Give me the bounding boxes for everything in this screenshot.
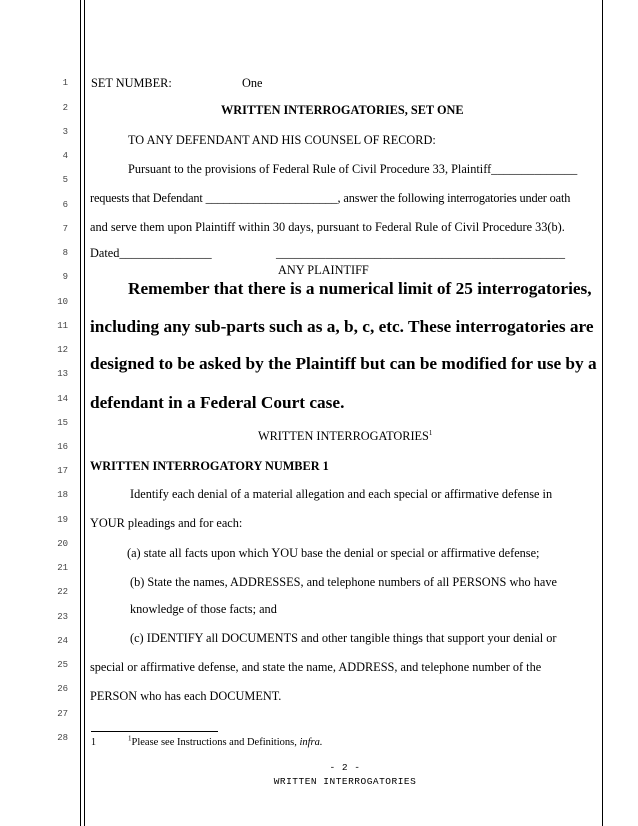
line-number: 19 xyxy=(57,515,68,525)
interrogatory-item-a: (a) state all facts upon which YOU base the denial or special or affirmative defense; xyxy=(127,546,540,560)
line-number: 22 xyxy=(57,587,68,597)
notice-line: including any sub-parts such as a, b, c, etc. These interrogatories are xyxy=(90,317,594,336)
margin-rule-left-outer xyxy=(80,0,81,826)
line-number: 16 xyxy=(57,442,68,452)
interrogatory-item-b: knowledge of those facts; and xyxy=(130,602,277,616)
interrogatory-text: YOUR pleadings and for each: xyxy=(90,516,243,530)
interrogatory-text: Identify each denial of a material allegation and each special or affirmative defense in xyxy=(130,487,553,501)
serve-line: and serve them upon Plaintiff within 30 days, pursuant to Federal Rule of Civil Procedure 33(b). xyxy=(90,220,565,234)
notice-line: Remember that there is a numerical limit of 25 interrogatories, xyxy=(128,279,592,298)
footnote-line-number: 1 xyxy=(91,737,96,748)
line-number: 3 xyxy=(62,127,68,137)
line-number: 8 xyxy=(62,248,68,258)
interrogatory-item-c: special or affirmative defense, and state the name, ADDRESS, and telephone number of the xyxy=(90,660,542,674)
interrogatory-item-c: (c) IDENTIFY all DOCUMENTS and other tangible things that support your denial or xyxy=(130,631,557,645)
line-number: 26 xyxy=(57,684,68,694)
line-number: 18 xyxy=(57,490,68,500)
line-number: 23 xyxy=(57,612,68,622)
interrogatory-item-c: PERSON who has each DOCUMENT. xyxy=(90,689,282,703)
interrogatory-item-b: (b) State the names, ADDRESSES, and telephone numbers of all PERSONS who have xyxy=(130,575,557,589)
pursuant-line: Pursuant to the provisions of Federal Rule of Civil Procedure 33, Plaintiff______________ xyxy=(128,162,578,176)
interrogatory-title: WRITTEN INTERROGATORY NUMBER 1 xyxy=(90,459,329,473)
signature-line: _______________________________________________ xyxy=(276,246,565,260)
line-number: 20 xyxy=(57,539,68,549)
line-number: 7 xyxy=(62,224,68,234)
line-number: 24 xyxy=(57,636,68,646)
notice-line: defendant in a Federal Court case. xyxy=(90,393,345,412)
footnote-marker: 1 xyxy=(128,734,132,743)
section-heading-text: WRITTEN INTERROGATORIES xyxy=(258,429,429,443)
footnote-reference: 1 xyxy=(428,428,433,437)
margin-rule-left-inner xyxy=(84,0,85,826)
signature-label: ANY PLAINTIFF xyxy=(278,263,369,277)
footnote-rule xyxy=(91,731,218,732)
line-number: 28 xyxy=(57,733,68,743)
footer-title: WRITTEN INTERROGATORIES xyxy=(273,776,417,787)
footnote xyxy=(128,734,323,749)
footnote-text: Please see Instructions and Definitions, xyxy=(131,737,300,748)
to-line: TO ANY DEFENDANT AND HIS COUNSEL OF RECORD: xyxy=(128,133,436,147)
line-number: 2 xyxy=(62,103,68,113)
line-number: 10 xyxy=(57,297,68,307)
line-number: 1 xyxy=(62,78,68,88)
line-number: 11 xyxy=(57,321,68,331)
line-number: 14 xyxy=(57,394,68,404)
line-number: 27 xyxy=(57,709,68,719)
page-number: - 2 - xyxy=(329,762,361,773)
line-number: 6 xyxy=(62,200,68,210)
line-number: 15 xyxy=(57,418,68,428)
line-number: 13 xyxy=(57,369,68,379)
notice-line: designed to be asked by the Plaintiff but can be modified for use by a xyxy=(90,354,597,373)
set-number-label: SET NUMBER: xyxy=(91,76,172,90)
margin-rule-right xyxy=(602,0,603,826)
document-title: WRITTEN INTERROGATORIES, SET ONE xyxy=(221,103,464,117)
line-number: 12 xyxy=(57,345,68,355)
dated-line: Dated_______________ xyxy=(90,246,212,260)
line-number: 21 xyxy=(57,563,68,573)
requests-line: requests that Defendant ______________________, answer the following interrogatories under oath xyxy=(90,191,571,205)
line-number: 9 xyxy=(62,272,68,282)
footnote-italic: infra. xyxy=(299,737,323,748)
line-number: 5 xyxy=(62,175,68,185)
section-heading xyxy=(258,430,432,442)
line-number: 4 xyxy=(62,151,68,161)
line-number: 25 xyxy=(57,660,68,670)
line-number: 17 xyxy=(57,466,68,476)
set-number-value: One xyxy=(242,76,263,90)
